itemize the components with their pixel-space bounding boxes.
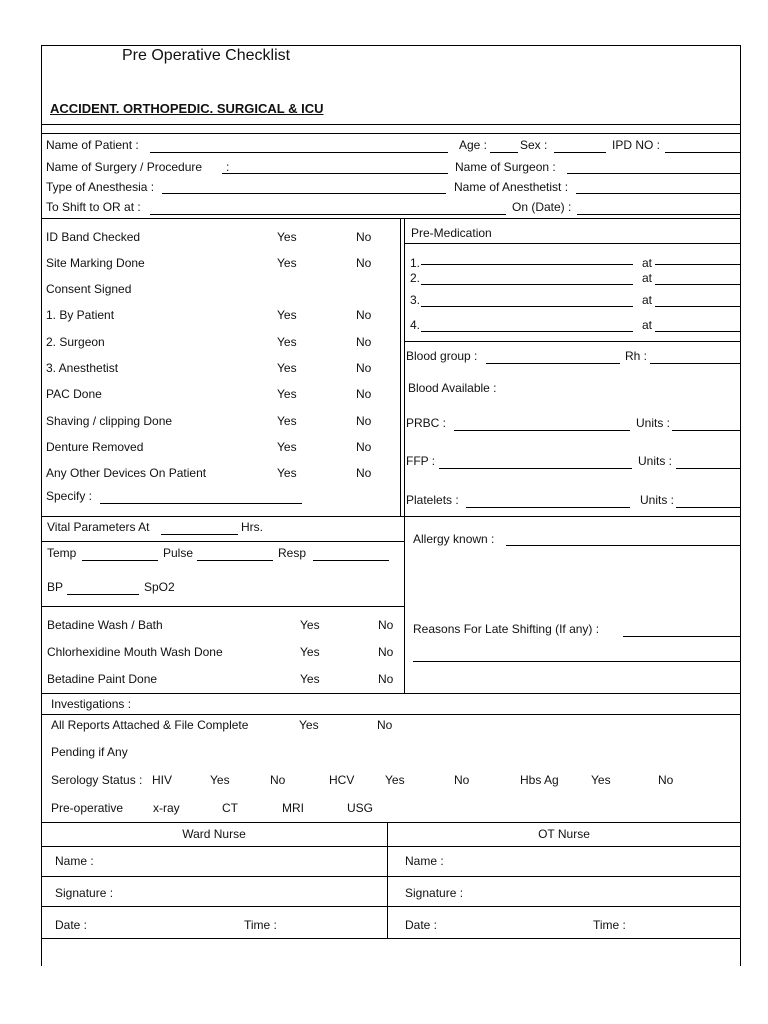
denture-label: Denture Removed xyxy=(46,440,144,454)
rh-label: Rh : xyxy=(625,349,648,363)
specify-field[interactable] xyxy=(100,503,302,504)
ot-signature-label: Signature : xyxy=(405,886,464,900)
prbc-units-label: Units : xyxy=(636,416,671,430)
platelets-units-label: Units : xyxy=(640,493,675,507)
ffp-field[interactable] xyxy=(439,468,632,469)
premed-title: Pre-Medication xyxy=(411,226,492,240)
shaving-yes[interactable]: Yes xyxy=(277,414,297,428)
nurses-bottom-divider xyxy=(41,938,741,939)
anesthetist-field[interactable] xyxy=(576,193,740,194)
chlorhexidine-no[interactable]: No xyxy=(378,645,394,659)
frame-right xyxy=(740,45,741,966)
center-divider xyxy=(404,218,405,693)
ward-nurse-heading: Ward Nurse xyxy=(182,827,246,841)
premed-divider xyxy=(404,243,740,244)
site-marking-yes[interactable]: Yes xyxy=(277,256,297,270)
ward-name-label: Name : xyxy=(55,854,94,868)
ffp-units-field[interactable] xyxy=(676,468,740,469)
patient-name-field[interactable] xyxy=(150,152,448,153)
platelets-label: Platelets : xyxy=(406,493,459,507)
hcv-label: HCV xyxy=(329,773,355,787)
by-patient-label: 1. By Patient xyxy=(46,308,115,322)
blood-group-label: Blood group : xyxy=(406,349,478,363)
ward-time-label: Time : xyxy=(244,918,277,932)
nurses-name-divider xyxy=(41,876,741,877)
id-band-no[interactable]: No xyxy=(356,230,372,244)
consent-label: Consent Signed xyxy=(46,282,132,296)
nurses-signature-divider xyxy=(41,906,741,907)
bp-field[interactable] xyxy=(67,594,139,595)
specify-label: Specify : xyxy=(46,489,93,503)
page-subtitle: ACCIDENT. ORTHOPEDIC. SURGICAL & ICU xyxy=(50,101,324,116)
premed-at3-field[interactable] xyxy=(655,306,740,307)
late-shifting-label: Reasons For Late Shifting (If any) : xyxy=(413,622,600,636)
center-divider-top xyxy=(400,218,401,516)
betadine-paint-no[interactable]: No xyxy=(378,672,394,686)
surgery-label: Name of Surgery / Procedure xyxy=(46,160,203,174)
vitals-heading-divider xyxy=(41,541,404,542)
reports-label: All Reports Attached & File Complete xyxy=(51,718,249,732)
shift-label: To Shift to OR at : xyxy=(46,200,141,214)
bp-label: BP xyxy=(47,580,64,594)
site-marking-label: Site Marking Done xyxy=(46,256,145,270)
surgeon-label: Name of Surgeon : xyxy=(455,160,556,174)
pac-yes[interactable]: Yes xyxy=(277,387,297,401)
premed-item2-field[interactable] xyxy=(421,284,633,285)
hbsag-label: Hbs Ag xyxy=(520,773,559,787)
header-divider-2 xyxy=(41,133,741,134)
premed-at1: at xyxy=(642,256,653,270)
investigations-heading: Investigations : xyxy=(51,697,132,711)
ipd-label: IPD NO : xyxy=(612,138,661,152)
allergy-label: Allergy known : xyxy=(413,532,495,546)
resp-field[interactable] xyxy=(313,560,389,561)
nurses-top-divider xyxy=(41,822,741,823)
hiv-label: HIV xyxy=(152,773,173,787)
frame-top xyxy=(41,45,741,46)
devices-label: Any Other Devices On Patient xyxy=(46,466,207,480)
vitals-heading: Vital Parameters At xyxy=(47,520,150,534)
investigations-heading-divider xyxy=(41,714,741,715)
chlorhexidine-label: Chlorhexidine Mouth Wash Done xyxy=(47,645,223,659)
premed-at2-field[interactable] xyxy=(655,284,740,285)
shift-field[interactable] xyxy=(150,214,506,215)
page-title: Pre Operative Checklist xyxy=(122,47,291,64)
vitals-time-field[interactable] xyxy=(161,534,238,535)
resp-label: Resp xyxy=(278,546,307,560)
anesthetist-consent-label: 3. Anesthetist xyxy=(46,361,119,375)
surgeon-consent-no[interactable]: No xyxy=(356,335,372,349)
betadine-wash-label: Betadine Wash / Bath xyxy=(47,618,163,632)
ffp-label: FFP : xyxy=(406,454,436,468)
prbc-label: PRBC : xyxy=(406,416,447,430)
id-band-yes[interactable]: Yes xyxy=(277,230,297,244)
blood-group-field[interactable] xyxy=(486,363,620,364)
sex-field[interactable] xyxy=(554,152,606,153)
hiv-no[interactable]: No xyxy=(270,773,286,787)
ffp-units-label: Units : xyxy=(638,454,673,468)
wash-divider xyxy=(41,606,404,607)
vitals-divider xyxy=(41,516,741,517)
ot-name-label: Name : xyxy=(405,854,444,868)
premed-item4-field[interactable] xyxy=(421,331,633,332)
shaving-label: Shaving / clipping Done xyxy=(46,414,173,428)
denture-yes[interactable]: Yes xyxy=(277,440,297,454)
betadine-wash-no[interactable]: No xyxy=(378,618,394,632)
premed-item4: 4. xyxy=(410,318,421,332)
blood-available-label: Blood Available : xyxy=(408,381,497,395)
site-marking-no[interactable]: No xyxy=(356,256,372,270)
betadine-wash-yes[interactable]: Yes xyxy=(300,618,320,632)
hbsag-yes[interactable]: Yes xyxy=(591,773,611,787)
on-date-field[interactable] xyxy=(577,214,740,215)
pac-label: PAC Done xyxy=(46,387,102,401)
hiv-yes[interactable]: Yes xyxy=(210,773,230,787)
age-label: Age : xyxy=(459,138,488,152)
premed-item2: 2. xyxy=(410,271,421,285)
ipd-field[interactable] xyxy=(665,152,740,153)
pulse-label: Pulse xyxy=(163,546,194,560)
ot-nurse-heading: OT Nurse xyxy=(538,827,590,841)
anesthesia-label: Type of Anesthesia : xyxy=(46,180,155,194)
premed-at4-field[interactable] xyxy=(655,331,740,332)
devices-yes[interactable]: Yes xyxy=(277,466,297,480)
shaving-no[interactable]: No xyxy=(356,414,372,428)
premed-at1-field[interactable] xyxy=(655,264,740,265)
reports-no[interactable]: No xyxy=(377,718,393,732)
premed-item3: 3. xyxy=(410,293,421,307)
patient-name-label: Name of Patient : xyxy=(46,138,139,152)
on-date-label: On (Date) : xyxy=(512,200,572,214)
premed-item1-field[interactable] xyxy=(421,264,633,265)
serology-label: Serology Status : xyxy=(51,773,143,787)
devices-no[interactable]: No xyxy=(356,466,372,480)
rh-field[interactable] xyxy=(650,363,740,364)
prbc-field[interactable] xyxy=(454,430,630,431)
anesthetist-label: Name of Anesthetist : xyxy=(454,180,569,194)
pac-no[interactable]: No xyxy=(356,387,372,401)
anesthetist-consent-yes[interactable]: Yes xyxy=(277,361,297,375)
section-divider xyxy=(41,218,741,219)
ward-date-label: Date : xyxy=(55,918,88,932)
anesthesia-field[interactable] xyxy=(162,193,446,194)
anesthetist-consent-no[interactable]: No xyxy=(356,361,372,375)
premed-at2: at xyxy=(642,271,653,285)
spo2-label: SpO2 xyxy=(144,580,175,594)
surgery-field[interactable] xyxy=(222,173,448,174)
premed-item1: 1. xyxy=(410,256,421,270)
allergy-field[interactable] xyxy=(506,545,740,546)
usg-option[interactable]: USG xyxy=(347,801,374,815)
ct-option[interactable]: CT xyxy=(222,801,238,815)
hbsag-no[interactable]: No xyxy=(658,773,674,787)
preop-label: Pre-operative xyxy=(51,801,124,815)
denture-no[interactable]: No xyxy=(356,440,372,454)
premed-at4: at xyxy=(642,318,653,332)
sex-label: Sex : xyxy=(520,138,548,152)
investigations-divider xyxy=(41,693,741,694)
ward-signature-label: Signature : xyxy=(55,886,114,900)
reports-yes[interactable]: Yes xyxy=(299,718,319,732)
by-patient-yes[interactable]: Yes xyxy=(277,308,297,322)
platelets-units-field[interactable] xyxy=(676,507,740,508)
vitals-hrs: Hrs. xyxy=(241,520,263,534)
surgery-colon: : xyxy=(226,160,230,174)
premed-item3-field[interactable] xyxy=(421,306,633,307)
nurses-heading-divider xyxy=(41,846,741,847)
hcv-no[interactable]: No xyxy=(454,773,470,787)
age-field[interactable] xyxy=(490,152,518,153)
by-patient-no[interactable]: No xyxy=(356,308,372,322)
chlorhexidine-yes[interactable]: Yes xyxy=(300,645,320,659)
late-shifting-field-2[interactable] xyxy=(413,661,740,662)
platelets-field[interactable] xyxy=(466,507,630,508)
ot-date-label: Date : xyxy=(405,918,438,932)
surgeon-consent-yes[interactable]: Yes xyxy=(277,335,297,349)
xray-option[interactable]: x-ray xyxy=(153,801,180,815)
id-band-label: ID Band Checked xyxy=(46,230,141,244)
hcv-yes[interactable]: Yes xyxy=(385,773,405,787)
prbc-units-field[interactable] xyxy=(672,430,740,431)
surgeon-field[interactable] xyxy=(567,173,740,174)
late-shifting-field[interactable] xyxy=(623,636,740,637)
ot-time-label: Time : xyxy=(593,918,626,932)
mri-option[interactable]: MRI xyxy=(282,801,304,815)
temp-field[interactable] xyxy=(82,560,158,561)
surgeon-consent-label: 2. Surgeon xyxy=(46,335,105,349)
pending-label: Pending if Any xyxy=(51,745,128,759)
header-divider xyxy=(41,124,741,125)
pulse-field[interactable] xyxy=(197,560,273,561)
premed-at3: at xyxy=(642,293,653,307)
temp-label: Temp xyxy=(47,546,77,560)
betadine-paint-yes[interactable]: Yes xyxy=(300,672,320,686)
betadine-paint-label: Betadine Paint Done xyxy=(47,672,158,686)
blood-divider xyxy=(404,341,740,342)
